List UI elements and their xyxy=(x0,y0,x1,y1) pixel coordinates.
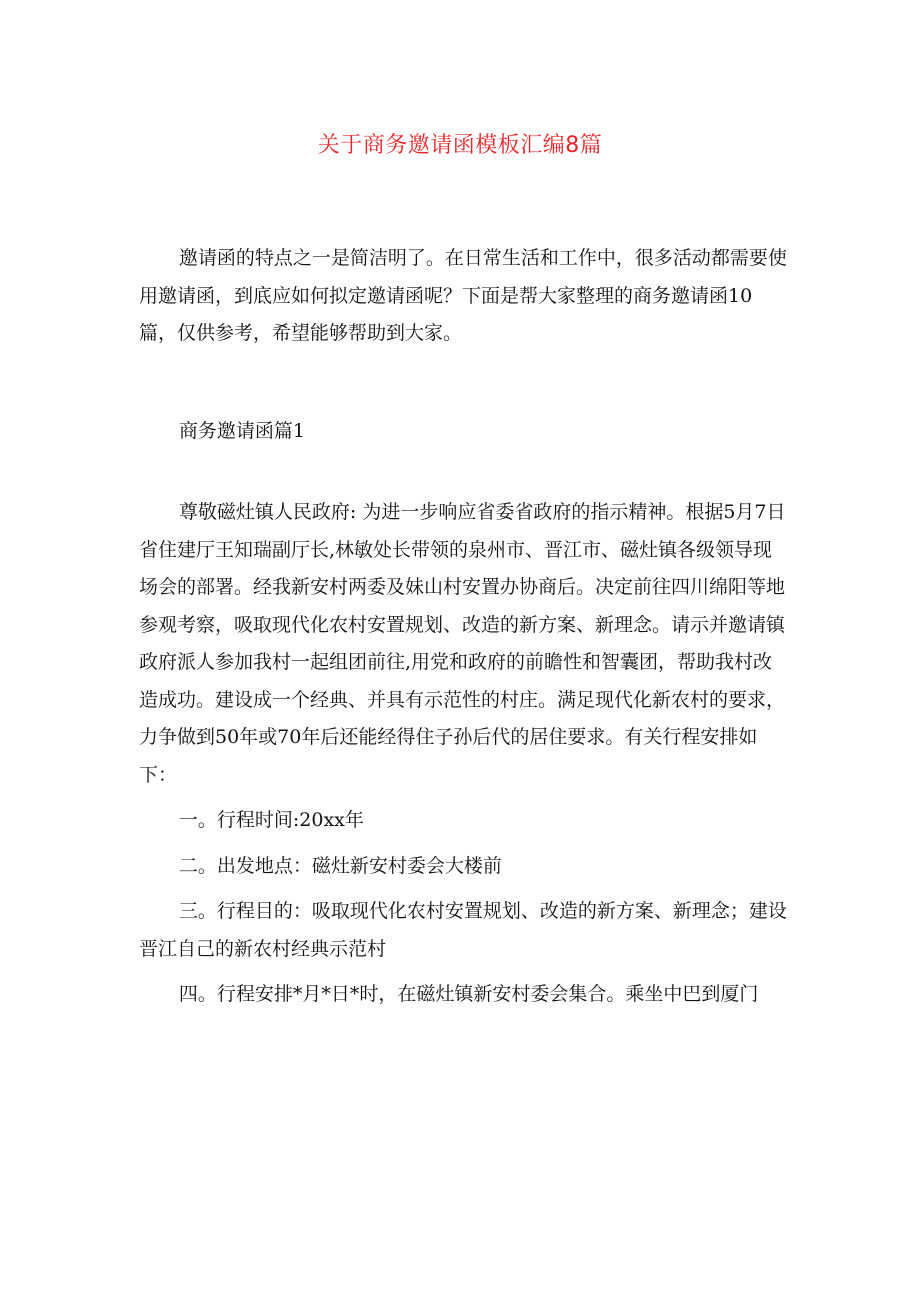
document-title: 关于商务邀请函模板汇编8篇 xyxy=(317,133,603,158)
letter-body-paragraph: 尊敬磁灶镇人民政府: 为进一步响应省委省政府的指示精神。根据5月7日省住建厅王知瑞副厅长,林敏处长带领的泉州市、晋江市、磁灶镇各级领导现场会的部署。经我新安村两委及妹山村安置办协商后。决定前往四川绵阳等地参观考察，吸取现代化农村安置规划、改造的新方案、新理念。请示并邀请镇政府派人参加我村一起组团前往,用党和政府的前瞻性和智囊团，帮助我村改造成功。建设成一个经典、并具有示范性的村庄。满足现代化新农村的要求，力争做到50年或70年后还能经得住子孙后代的居住要求。有关行程安排如下： xyxy=(139,501,786,786)
intro-paragraph: 邀请函的特点之一是简洁明了。在日常生活和工作中，很多活动都需要使用邀请函，到底应如何拟定邀请函呢？下面是帮大家整理的商务邀请函10篇，仅供参考，希望能够帮助到大家。 xyxy=(139,247,787,344)
itinerary-item-time: 一。行程时间:20xx年 xyxy=(178,809,364,831)
itinerary-item-purpose: 三。行程目的：吸取现代化农村安置规划、改造的新方案、新理念；建设晋江自己的新农村经典示范村 xyxy=(139,900,787,960)
section-heading: 商务邀请函篇1 xyxy=(178,419,305,442)
itinerary-item-schedule: 四。行程安排*月*日*时，在磁灶镇新安村委会集合。乘坐中巴到厦门 xyxy=(178,983,759,1005)
document-body xyxy=(139,240,789,1014)
itinerary-item-location: 二。出发地点：磁灶新安村委会大楼前 xyxy=(178,854,502,877)
